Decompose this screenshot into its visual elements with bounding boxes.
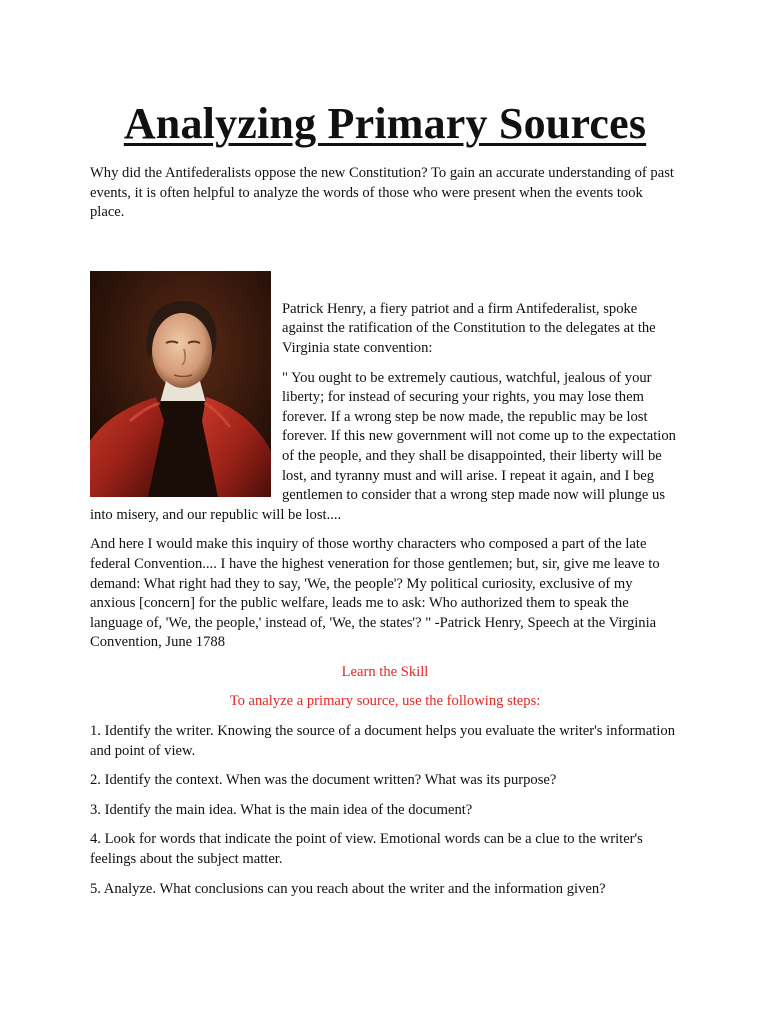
- portrait-painting-icon: [90, 271, 271, 497]
- step-item-1: 1. Identify the writer. Knowing the source of a document helps you evaluate the writer's information and point of view.: [90, 723, 675, 759]
- step-item-3: 3. Identify the main idea. What is the main idea of the document?: [90, 801, 473, 818]
- skill-heading: Learn the Skill: [341, 663, 429, 680]
- step-item-4: 4. Look for words that indicate the point of view. Emotional words can be a clue to the writer's feelings about the subject matter.: [90, 831, 643, 868]
- steps-list: [90, 722, 680, 899]
- document-page: [90, 0, 680, 899]
- lead-paragraph: Patrick Henry, a fiery patriot and a firm Antifederalist, spoke against the ratification of the Constitution to the delegates at the Virginia state convention:: [282, 300, 656, 356]
- skill-intro: To analyze a primary source, use the following steps:: [229, 693, 541, 710]
- intro-paragraph: Why did the Antifederalists oppose the new Constitution? To gain an accurate understanding of past events, it is often helpful to analyze the words of those who were present when the events took place.: [90, 165, 674, 221]
- patrick-henry-section: [90, 271, 680, 526]
- page-title: Analyzing Primary Sources: [123, 99, 647, 148]
- quote-paragraph-2: And here I would make this inquiry of those worthy characters who composed a part of the late federal Convention.... I have the highest veneration for those gentlemen; but, sir, give me leave to demand: What right had they to say, 'We, the people'? My political curiosity, exclusive of my anxious [concern] for the public welfare, leads me to ask: Who authorized them to speak the language of, 'We, the people,' instead of, 'We, the states'? " -Patrick Henry, Speech at the Virginia Convention, June 1788: [90, 536, 660, 651]
- step-item-5: 5. Analyze. What conclusions can you reach about the writer and the information given?: [90, 880, 606, 897]
- step-item-2: 2. Identify the context. When was the document written? What was its purpose?: [90, 772, 557, 789]
- quote-paragraph-1: " You ought to be extremely cautious, watchful, jealous of your liberty; for instead of securing your rights, you may lose them forever. If a wrong step be now made, the republic may be lost forever. If this new government will not come up to the expectation of the people, and they shall be disappointed, their liberty will be lost, and tyranny must and will arise. I repeat it again, and I beg gentlemen to consider that a wrong step made now will plunge us into misery, and our republic will be lost....: [90, 369, 676, 523]
